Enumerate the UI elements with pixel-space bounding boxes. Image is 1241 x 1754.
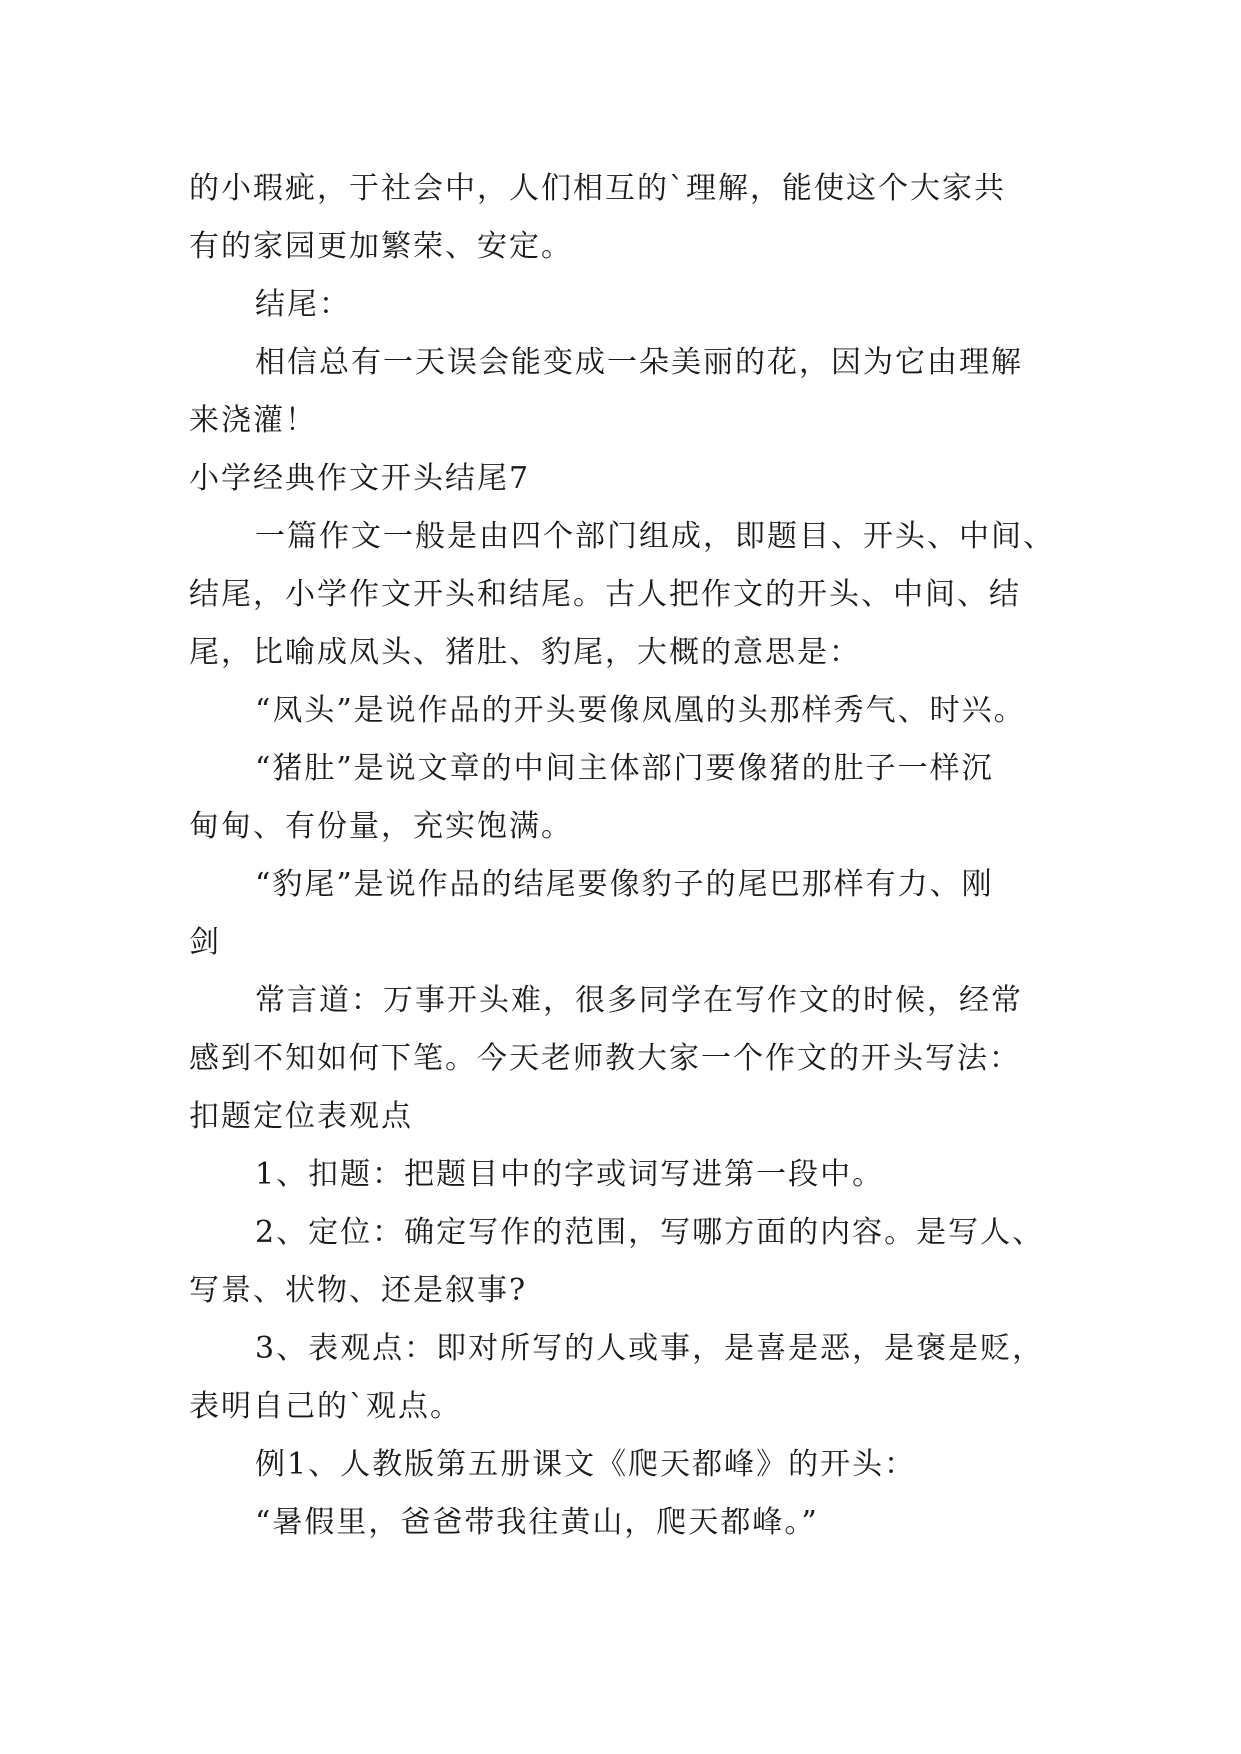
text-line: 来浇灌！ — [189, 403, 317, 438]
section-heading: 小学经典作文开头结尾7 — [189, 461, 531, 496]
quote-line: “暑假里，爸爸带我往黄山，爬天都峰。” — [255, 1505, 819, 1540]
text-line: 写景、状物、还是叙事? — [189, 1273, 528, 1308]
text-line: 扣题定位表观点 — [189, 1099, 413, 1134]
list-item: 3、表观点：即对所写的人或事，是喜是恶，是褒是贬， — [255, 1331, 1045, 1366]
list-item: 2、定位：确定写作的范围，写哪方面的内容。是写人、 — [255, 1215, 1045, 1250]
list-item: 1、扣题：把题目中的字或词写进第一段中。 — [255, 1157, 885, 1192]
text-line: 感到不知如何下笔。今天老师教大家一个作文的开头写法： — [189, 1041, 1021, 1076]
text-line: 的小瑕疵，于社会中，人们相互的`理解，能使这个大家共 — [189, 171, 1006, 206]
text-line: 有的家园更加繁荣、安定。 — [189, 229, 573, 264]
text-line: 表明自己的`观点。 — [189, 1389, 462, 1424]
text-line: 相信总有一天误会能变成一朵美丽的花，因为它由理解 — [255, 345, 1023, 380]
example-line: 例1、人教版第五册课文《爬天都峰》的开头： — [255, 1447, 917, 1482]
text-line: 常言道：万事开头难，很多同学在写作文的时候，经常 — [255, 983, 1023, 1018]
section-label: 结尾： — [255, 287, 351, 322]
text-line: 剑 — [189, 925, 221, 960]
text-line: “豹尾”是说作品的结尾要像豹子的尾巴那样有力、刚 — [255, 867, 994, 902]
text-line: 结尾，小学作文开头和结尾。古人把作文的开头、中间、结 — [189, 577, 1021, 612]
document-page — [189, 160, 1059, 1552]
text-line: 一篇作文一般是由四个部门组成，即题目、开头、中间、 — [255, 519, 1055, 554]
text-line: 尾，比喻成凤头、猪肚、豹尾，大概的意思是： — [189, 635, 861, 670]
text-line: “凤头”是说作品的开头要像凤凰的头那样秀气、时兴。 — [255, 693, 1026, 728]
text-line: 甸甸、有份量，充实饱满。 — [189, 809, 573, 844]
text-line: “猪肚”是说文章的中间主体部门要像猪的肚子一样沉 — [255, 751, 994, 786]
